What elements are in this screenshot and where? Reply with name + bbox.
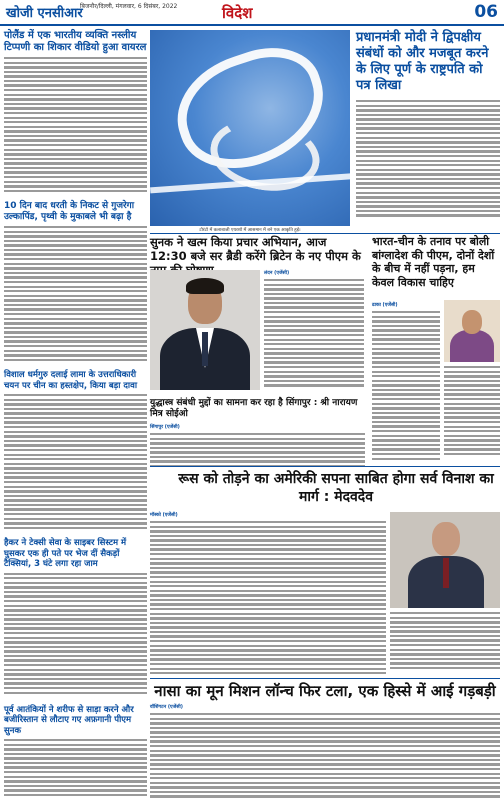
article-headline-nasa: नासा का मून मिशन लॉन्च फिर टला, एक हिस्से में आई गड़बड़ी	[154, 682, 496, 700]
article-body-russia-2	[390, 612, 500, 674]
page-number: 06	[474, 2, 498, 22]
dateline: बिजनौर/दिल्ली, मंगलवार, 6 दिसंबर, 2022	[80, 3, 178, 10]
article-headline-poland: पोलैंड में एक भारतीय व्यक्ति नस्लीय टिप्पणी का शिकार वीडियो हुआ वायरल	[4, 30, 147, 53]
article-body-terrorists	[4, 739, 147, 799]
article-headline-singapore: युद्धास्त्र संबंधी मुद्दों का सामना कर रहा है सिंगापुर : श्री नारायण मित्र सोईओ	[150, 398, 358, 419]
medvedev-photo	[390, 512, 500, 608]
article-body-hacker	[4, 573, 147, 701]
byline-nasa: वॉशिंगटन (एजेंसी)	[150, 705, 183, 710]
byline-sunak: लंदन (एजेंसी)	[264, 271, 290, 276]
byline-bangladesh: ढाका (एजेंसी)	[372, 303, 398, 308]
article-headline-sunak: सुनक ने खत्म किया प्रचार अभियान, आज 12:30 बजे सर ब्रैडी करेंगे ब्रिटेन के नए पीएम के	[150, 235, 361, 263]
hasina-photo	[444, 300, 500, 362]
article-body-asteroid	[4, 226, 147, 366]
article-headline-russia: रूस को तोड़ने का अमेरिकी सपना साबित होगा सर्व विनाश का मार्ग : मेदवदेव	[178, 471, 494, 505]
article-body-nasa	[150, 704, 500, 799]
article-body-bangladesh	[372, 302, 440, 466]
article-headline-terrorists: पूर्व आतंकियों ने शरीफ से साड़ा करने और बजीरिस्तान से लौटाए गए अफ़गानी पीएम सुनक	[4, 704, 134, 736]
airshow-photo	[150, 30, 350, 226]
sunak-photo	[150, 270, 260, 390]
divider	[150, 678, 500, 679]
article-body-russia	[150, 512, 386, 681]
newspaper-brand: खोजी एनसीआर	[6, 6, 83, 21]
divider	[150, 466, 500, 467]
left-column	[4, 30, 147, 799]
article-body-dalai-lama	[4, 394, 147, 534]
airshow-photo-caption: टोरंटो में कलाबाजी एयरशो में आसमान में बने एक आकृति हुई।	[199, 228, 301, 233]
section-title: विदेश	[222, 4, 253, 22]
article-body-bangladesh-2	[444, 366, 500, 461]
article-body-poland	[4, 57, 147, 197]
article-headline-hacker: हैकर ने टेक्सी सेवा के साइबर सिस्टम में घुसकर एक ही पते पर भेज दीं सैकड़ों टैक्सियां, 3 घंटे लगा रहा जाम	[4, 538, 127, 569]
article-headline-asteroid: 10 दिन बाद धरती के निकट से गुजरेगा उल्कापिंड, पृथ्वी के मुकाबले भी बढ़ा है	[4, 201, 135, 222]
byline-singapore: सिंगापुर (एजेंसी)	[150, 425, 180, 430]
article-headline-dalai-lama: विशाल धर्मगुरु दलाई लामा के उत्तराधिकारी चयन पर चीन का हस्तक्षेप, किया बड़ा दावा	[4, 370, 138, 391]
masthead	[0, 0, 504, 26]
article-body-modi	[356, 100, 500, 220]
article-headline-bangladesh: भारत-चीन के तनाव पर बोली बांग्लादेश की पीएम, दोनों देशों के बीच में नहीं पड़ना, हम केवल विकास चाहिए	[372, 235, 495, 289]
right-column	[356, 30, 500, 220]
byline-russia: मॉस्को (एजेंसी)	[150, 513, 178, 518]
article-headline-modi: प्रधानमंत्री मोदी ने द्विपक्षीय संबंधों को और मजबूत करने के लिए पूर्ण के राष्ट्रपति को पत्र लिखा	[356, 30, 489, 93]
divider	[150, 233, 500, 234]
article-body-sunak	[264, 270, 364, 393]
